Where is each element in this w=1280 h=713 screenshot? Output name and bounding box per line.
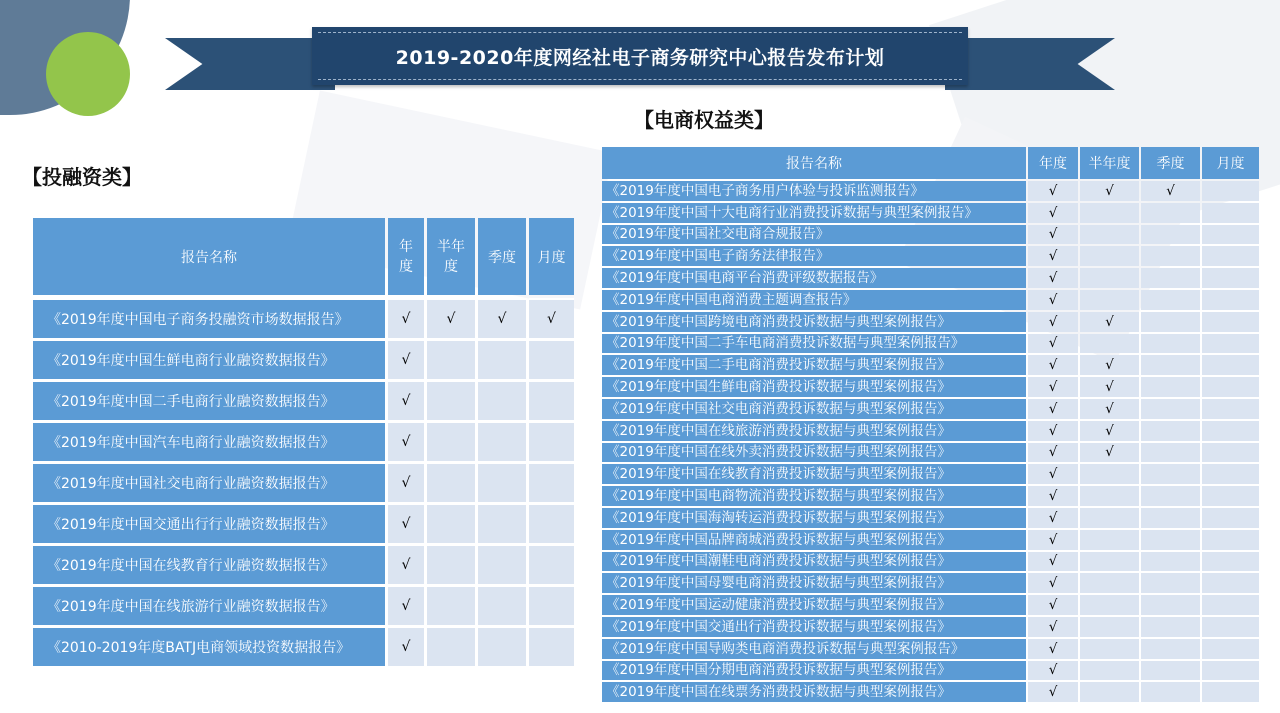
quarter-mark-cell (1141, 639, 1200, 659)
month-mark-cell (529, 464, 574, 502)
annual-mark-cell: √ (1028, 595, 1078, 615)
report-name-cell: 《2019年度中国在线旅游行业融资数据报告》 (33, 587, 385, 625)
column-header-month: 月度 (1202, 147, 1259, 179)
annual-mark-cell: √ (1028, 443, 1078, 463)
rights-section-title: 【电商权益类】 (634, 108, 774, 132)
quarter-mark-cell (1141, 312, 1200, 332)
half-year-mark-cell (1080, 203, 1139, 223)
report-name-cell: 《2019年度中国社交电商合规报告》 (602, 225, 1026, 245)
quarter-mark-cell (1141, 443, 1200, 463)
quarter-mark-cell (478, 382, 526, 420)
month-mark-cell (529, 382, 574, 420)
half-year-mark-cell (427, 587, 475, 625)
quarter-mark-cell (1141, 573, 1200, 593)
month-mark-cell: √ (529, 298, 574, 338)
annual-mark-cell: √ (1028, 181, 1078, 201)
report-name-cell: 《2019年度中国导购类电商消费投诉数据与典型案例报告》 (602, 639, 1026, 659)
table-row (602, 377, 1259, 397)
month-mark-cell (1202, 334, 1259, 354)
month-mark-cell (1202, 181, 1259, 201)
ribbon-left-tail (165, 38, 335, 90)
report-name-cell: 《2019年度中国十大电商行业消费投诉数据与典型案例报告》 (602, 203, 1026, 223)
table-row (33, 587, 574, 625)
table-row (602, 464, 1259, 484)
table-row (33, 423, 574, 461)
quarter-mark-cell (1141, 464, 1200, 484)
column-header-name: 报告名称 (33, 218, 385, 295)
report-name-cell: 《2019年度中国跨境电商消费投诉数据与典型案例报告》 (602, 312, 1026, 332)
table-row (33, 298, 574, 338)
half-year-mark-cell (1080, 290, 1139, 310)
quarter-mark-cell (1141, 399, 1200, 419)
half-year-mark-cell (1080, 464, 1139, 484)
annual-mark-cell: √ (1028, 508, 1078, 528)
quarter-mark-cell (1141, 203, 1200, 223)
half-year-mark-cell (427, 546, 475, 584)
table-row (602, 508, 1259, 528)
month-mark-cell (1202, 530, 1259, 550)
table-row (602, 225, 1259, 245)
half-year-mark-cell: √ (1080, 377, 1139, 397)
quarter-mark-cell (1141, 377, 1200, 397)
quarter-mark-cell: √ (1141, 181, 1200, 201)
report-name-cell: 《2019年度中国品牌商城消费投诉数据与典型案例报告》 (602, 530, 1026, 550)
half-year-mark-cell (1080, 486, 1139, 506)
report-name-cell: 《2019年度中国在线票务消费投诉数据与典型案例报告》 (602, 682, 1026, 702)
table-row (33, 546, 574, 584)
table-row (33, 382, 574, 420)
report-name-cell: 《2019年度中国二手电商行业融资数据报告》 (33, 382, 385, 420)
month-mark-cell (1202, 399, 1259, 419)
month-mark-cell (1202, 246, 1259, 266)
half-year-mark-cell: √ (1080, 181, 1139, 201)
table-row (33, 464, 574, 502)
quarter-mark-cell (478, 505, 526, 543)
annual-mark-cell: √ (1028, 617, 1078, 637)
report-name-cell: 《2019年度中国交通出行行业融资数据报告》 (33, 505, 385, 543)
table-row (602, 355, 1259, 375)
month-mark-cell (1202, 486, 1259, 506)
month-mark-cell (1202, 355, 1259, 375)
month-mark-cell (529, 587, 574, 625)
annual-mark-cell: √ (388, 298, 424, 338)
quarter-mark-cell (1141, 661, 1200, 681)
table-row (602, 595, 1259, 615)
report-name-cell: 《2019年度中国社交电商行业融资数据报告》 (33, 464, 385, 502)
half-year-mark-cell (1080, 682, 1139, 702)
table-row (33, 628, 574, 666)
quarter-mark-cell (1141, 334, 1200, 354)
annual-mark-cell: √ (388, 464, 424, 502)
annual-mark-cell: √ (1028, 661, 1078, 681)
annual-mark-cell: √ (1028, 268, 1078, 288)
table-row (602, 181, 1259, 201)
table-row (602, 573, 1259, 593)
table-row (602, 334, 1259, 354)
report-name-cell: 《2019年度中国电商平台消费评级数据报告》 (602, 268, 1026, 288)
half-year-mark-cell (427, 628, 475, 666)
column-header-half-year: 半年度 (1080, 147, 1139, 179)
quarter-mark-cell: √ (478, 298, 526, 338)
page-title: 2019-2020年度网经社电子商务研究中心报告发布计划 (395, 46, 885, 69)
quarter-mark-cell (478, 546, 526, 584)
report-name-cell: 《2019年度中国运动健康消费投诉数据与典型案例报告》 (602, 595, 1026, 615)
month-mark-cell (529, 628, 574, 666)
report-name-cell: 《2019年度中国在线旅游消费投诉数据与典型案例报告》 (602, 421, 1026, 441)
half-year-mark-cell: √ (1080, 355, 1139, 375)
quarter-mark-cell (478, 341, 526, 379)
half-year-mark-cell: √ (1080, 312, 1139, 332)
annual-mark-cell: √ (1028, 290, 1078, 310)
report-name-cell: 《2019年度中国电子商务法律报告》 (602, 246, 1026, 266)
month-mark-cell (1202, 682, 1259, 702)
half-year-mark-cell (1080, 617, 1139, 637)
month-mark-cell (1202, 268, 1259, 288)
report-name-cell: 《2019年度中国母婴电商消费投诉数据与典型案例报告》 (602, 573, 1026, 593)
month-mark-cell (1202, 421, 1259, 441)
quarter-mark-cell (478, 423, 526, 461)
column-header-month: 月度 (529, 218, 574, 295)
month-mark-cell (529, 546, 574, 584)
table-row (602, 530, 1259, 550)
half-year-mark-cell: √ (427, 298, 475, 338)
column-header-annual: 年 度 (388, 218, 424, 295)
quarter-mark-cell (1141, 225, 1200, 245)
report-name-cell: 《2019年度中国生鲜电商行业融资数据报告》 (33, 341, 385, 379)
column-header-name: 报告名称 (602, 147, 1026, 179)
table-row (602, 443, 1259, 463)
annual-mark-cell: √ (1028, 399, 1078, 419)
quarter-mark-cell (1141, 595, 1200, 615)
month-mark-cell (1202, 617, 1259, 637)
annual-mark-cell: √ (1028, 377, 1078, 397)
half-year-mark-cell (1080, 595, 1139, 615)
quarter-mark-cell (478, 464, 526, 502)
investment-report-table (30, 215, 577, 669)
annual-mark-cell: √ (388, 587, 424, 625)
quarter-mark-cell (478, 628, 526, 666)
report-name-cell: 《2019年度中国二手车电商消费投诉数据与典型案例报告》 (602, 334, 1026, 354)
report-name-cell: 《2019年度中国电子商务用户体验与投诉监测报告》 (602, 181, 1026, 201)
half-year-mark-cell (427, 382, 475, 420)
month-mark-cell (529, 341, 574, 379)
annual-mark-cell: √ (1028, 225, 1078, 245)
table-row (602, 682, 1259, 702)
report-name-cell: 《2019年度中国海淘转运消费投诉数据与典型案例报告》 (602, 508, 1026, 528)
half-year-mark-cell (1080, 552, 1139, 572)
report-name-cell: 《2019年度中国在线教育行业融资数据报告》 (33, 546, 385, 584)
half-year-mark-cell (427, 341, 475, 379)
month-mark-cell (1202, 225, 1259, 245)
investment-section-title: 【投融资类】 (22, 165, 142, 189)
annual-mark-cell: √ (1028, 639, 1078, 659)
month-mark-cell (1202, 203, 1259, 223)
table-row (602, 203, 1259, 223)
annual-mark-cell: √ (1028, 486, 1078, 506)
report-name-cell: 《2019年度中国潮鞋电商消费投诉数据与典型案例报告》 (602, 552, 1026, 572)
quarter-mark-cell (1141, 552, 1200, 572)
quarter-mark-cell (1141, 246, 1200, 266)
column-header-quarter: 季度 (478, 218, 526, 295)
month-mark-cell (529, 423, 574, 461)
table-row (602, 312, 1259, 332)
half-year-mark-cell (1080, 530, 1139, 550)
column-header-quarter: 季度 (1141, 147, 1200, 179)
annual-mark-cell: √ (1028, 682, 1078, 702)
half-year-mark-cell (1080, 639, 1139, 659)
quarter-mark-cell (1141, 682, 1200, 702)
quarter-mark-cell (1141, 290, 1200, 310)
report-name-cell: 《2019年度中国社交电商消费投诉数据与典型案例报告》 (602, 399, 1026, 419)
title-banner (312, 27, 968, 85)
table-row (602, 486, 1259, 506)
table-row (33, 505, 574, 543)
report-name-cell: 《2019年度中国生鲜电商消费投诉数据与典型案例报告》 (602, 377, 1026, 397)
month-mark-cell (1202, 312, 1259, 332)
report-name-cell: 《2019年度中国二手电商消费投诉数据与典型案例报告》 (602, 355, 1026, 375)
quarter-mark-cell (1141, 421, 1200, 441)
annual-mark-cell: √ (388, 546, 424, 584)
report-name-cell: 《2019年度中国分期电商消费投诉数据与典型案例报告》 (602, 661, 1026, 681)
half-year-mark-cell (1080, 268, 1139, 288)
month-mark-cell (1202, 595, 1259, 615)
annual-mark-cell: √ (388, 382, 424, 420)
table-row (33, 341, 574, 379)
quarter-mark-cell (1141, 530, 1200, 550)
table-row (602, 246, 1259, 266)
annual-mark-cell: √ (1028, 530, 1078, 550)
table-header-row (33, 218, 574, 295)
annual-mark-cell: √ (1028, 203, 1078, 223)
half-year-mark-cell: √ (1080, 443, 1139, 463)
month-mark-cell (1202, 377, 1259, 397)
report-name-cell: 《2019年度中国电子商务投融资市场数据报告》 (33, 298, 385, 338)
half-year-mark-cell: √ (1080, 399, 1139, 419)
quarter-mark-cell (1141, 508, 1200, 528)
annual-mark-cell: √ (388, 505, 424, 543)
half-year-mark-cell (427, 464, 475, 502)
annual-mark-cell: √ (1028, 552, 1078, 572)
report-name-cell: 《2019年度中国汽车电商行业融资数据报告》 (33, 423, 385, 461)
quarter-mark-cell (1141, 268, 1200, 288)
month-mark-cell (1202, 573, 1259, 593)
month-mark-cell (1202, 661, 1259, 681)
month-mark-cell (1202, 464, 1259, 484)
month-mark-cell (1202, 443, 1259, 463)
annual-mark-cell: √ (388, 628, 424, 666)
annual-mark-cell: √ (1028, 355, 1078, 375)
half-year-mark-cell (1080, 334, 1139, 354)
annual-mark-cell: √ (1028, 312, 1078, 332)
quarter-mark-cell (1141, 486, 1200, 506)
table-row (602, 639, 1259, 659)
half-year-mark-cell (1080, 573, 1139, 593)
report-name-cell: 《2019年度中国交通出行消费投诉数据与典型案例报告》 (602, 617, 1026, 637)
table-row (602, 661, 1259, 681)
annual-mark-cell: √ (1028, 334, 1078, 354)
report-name-cell: 《2019年度中国在线外卖消费投诉数据与典型案例报告》 (602, 443, 1026, 463)
column-header-annual: 年度 (1028, 147, 1078, 179)
table-row (602, 421, 1259, 441)
half-year-mark-cell: √ (1080, 421, 1139, 441)
annual-mark-cell: √ (388, 423, 424, 461)
annual-mark-cell: √ (1028, 464, 1078, 484)
month-mark-cell (529, 505, 574, 543)
half-year-mark-cell (1080, 225, 1139, 245)
table-row (602, 290, 1259, 310)
month-mark-cell (1202, 552, 1259, 572)
half-year-mark-cell (427, 505, 475, 543)
table-row (602, 268, 1259, 288)
month-mark-cell (1202, 639, 1259, 659)
annual-mark-cell: √ (388, 341, 424, 379)
half-year-mark-cell (1080, 508, 1139, 528)
annual-mark-cell: √ (1028, 573, 1078, 593)
half-year-mark-cell (1080, 661, 1139, 681)
quarter-mark-cell (1141, 355, 1200, 375)
report-name-cell: 《2019年度中国电商消费主题调查报告》 (602, 290, 1026, 310)
report-name-cell: 《2019年度中国在线教育消费投诉数据与典型案例报告》 (602, 464, 1026, 484)
rights-report-table (600, 145, 1261, 704)
half-year-mark-cell (1080, 246, 1139, 266)
month-mark-cell (1202, 290, 1259, 310)
quarter-mark-cell (478, 587, 526, 625)
report-name-cell: 《2010-2019年度BATJ电商领域投资数据报告》 (33, 628, 385, 666)
quarter-mark-cell (1141, 617, 1200, 637)
table-row (602, 399, 1259, 419)
table-row (602, 552, 1259, 572)
column-header-half-year: 半年 度 (427, 218, 475, 295)
half-year-mark-cell (427, 423, 475, 461)
annual-mark-cell: √ (1028, 246, 1078, 266)
decorative-green-circle (46, 32, 130, 116)
annual-mark-cell: √ (1028, 421, 1078, 441)
report-name-cell: 《2019年度中国电商物流消费投诉数据与典型案例报告》 (602, 486, 1026, 506)
table-header-row (602, 147, 1259, 179)
month-mark-cell (1202, 508, 1259, 528)
table-row (602, 617, 1259, 637)
